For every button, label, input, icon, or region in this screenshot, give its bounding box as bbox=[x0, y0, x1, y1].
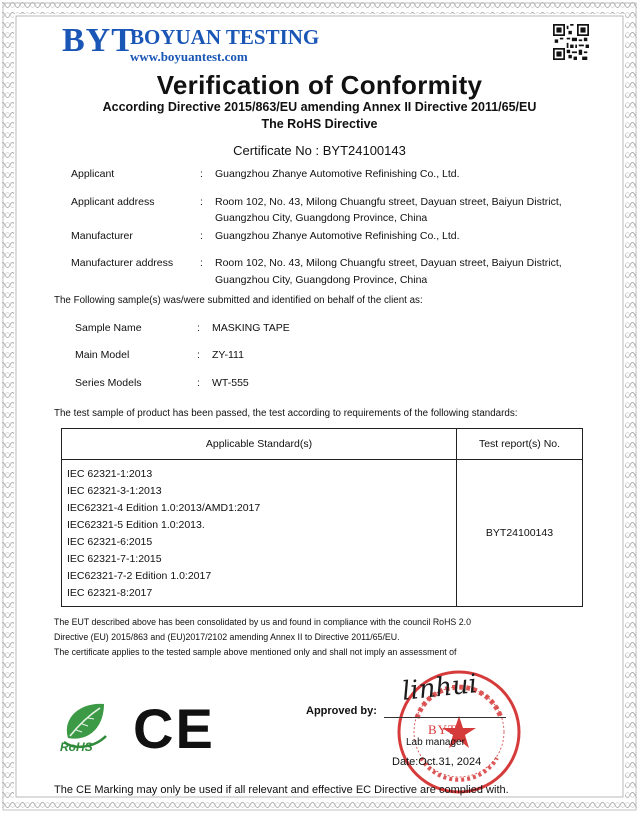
standard-item: IEC 62321-1:2013 bbox=[67, 468, 153, 480]
directive-name: The RoHS Directive bbox=[261, 117, 378, 131]
certificate-number: Certificate No : BYT24100143 bbox=[233, 143, 406, 158]
qr-code-icon bbox=[553, 24, 589, 60]
colon: : bbox=[197, 377, 200, 389]
applicant-address-label: Applicant address bbox=[71, 196, 155, 208]
applicant-value: Guangzhou Zhanye Automotive Refinishing Co., Ltd. bbox=[215, 168, 460, 180]
standard-item: IEC 62321-3-1:2013 bbox=[67, 485, 162, 497]
signature-line bbox=[384, 717, 506, 718]
samples-intro: The Following sample(s) was/were submitted and identified on behalf of the client as: bbox=[54, 295, 423, 306]
ce-marking-footer: The CE Marking may only be used if all relevant and effective EC Directive are complied with. bbox=[54, 784, 509, 796]
manufacturer-address-line1: Room 102, No. 43, Milong Chuangfu street, Dayuan street, Baiyun District, bbox=[215, 257, 562, 269]
colon: : bbox=[200, 196, 203, 208]
approval-date: Date:Oct.31, 2024 bbox=[392, 756, 482, 768]
standard-item: IEC62321-7-2 Edition 1.0:2017 bbox=[67, 570, 212, 582]
standards-table bbox=[61, 428, 583, 607]
applicant-address-line1: Room 102, No. 43, Milong Chuangfu street, Dayuan street, Baiyun District, bbox=[215, 196, 562, 208]
ce-mark: CE bbox=[133, 697, 215, 760]
standard-item: IEC62321-5 Edition 1.0:2013. bbox=[67, 519, 205, 531]
series-models-label: Series Models bbox=[75, 377, 142, 389]
approved-by-label: Approved by: bbox=[306, 705, 377, 717]
signature: linhui bbox=[400, 669, 479, 707]
brand-name: BOYUAN TESTING bbox=[130, 25, 320, 49]
series-models-value: WT-555 bbox=[212, 377, 249, 389]
table-row bbox=[62, 460, 583, 607]
main-model-value: ZY-111 bbox=[212, 349, 244, 361]
colon: : bbox=[200, 257, 203, 269]
sample-name-label: Sample Name bbox=[75, 322, 142, 334]
header-report: Test report(s) No. bbox=[457, 429, 583, 460]
statement-line-2: Directive (EU) 2015/863 and (EU)2017/2102 amending Annex II to Directive 2011/65/EU. bbox=[54, 632, 400, 642]
logo-letters: BYT bbox=[62, 22, 135, 59]
standards-intro: The test sample of product has been passed, the test according to requirements of the following standards: bbox=[54, 408, 518, 419]
standards-cell bbox=[62, 460, 457, 607]
standard-item: IEC 62321-8:2017 bbox=[67, 587, 153, 599]
brand-logo bbox=[62, 24, 135, 58]
table-header-row bbox=[62, 429, 583, 460]
directive-line: According Directive 2015/863/EU amending Annex II Directive 2011/65/EU bbox=[102, 100, 537, 114]
colon: : bbox=[197, 349, 200, 361]
signer-position: Lab manager bbox=[406, 737, 465, 748]
document-title: Verification of Conformity bbox=[156, 70, 483, 100]
manufacturer-value: Guangzhou Zhanye Automotive Refinishing Co., Ltd. bbox=[215, 230, 460, 242]
manufacturer-label: Manufacturer bbox=[71, 230, 133, 242]
statement-line-3: The certificate applies to the tested sample above mentioned only and shall not imply an assessment of bbox=[54, 647, 457, 657]
standard-item: IEC62321-4 Edition 1.0:2013/AMD1:2017 bbox=[67, 502, 261, 514]
brand-url: www.boyuantest.com bbox=[130, 49, 248, 64]
report-number-cell: BYT24100143 bbox=[457, 460, 583, 607]
applicant-label: Applicant bbox=[71, 168, 115, 180]
manufacturer-address-label: Manufacturer address bbox=[71, 257, 174, 269]
sample-name-value: MASKING TAPE bbox=[212, 322, 290, 334]
header-standard: Applicable Standard(s) bbox=[62, 429, 457, 460]
statement-line-1: The EUT described above has been consolidated by us and found in compliance with the council RoHS 2.0 bbox=[54, 617, 471, 627]
rohs-mark: RoHS bbox=[60, 740, 93, 754]
colon: : bbox=[200, 230, 203, 242]
colon: : bbox=[200, 168, 203, 180]
standard-item: IEC 62321-7-1:2015 bbox=[67, 553, 162, 565]
applicant-address-line2: Guangzhou City, Guangdong Province, China bbox=[215, 212, 428, 224]
standard-item: IEC 62321-6:2015 bbox=[67, 536, 153, 548]
stamp-label: BYT bbox=[428, 722, 457, 737]
colon: : bbox=[197, 322, 200, 334]
manufacturer-address-line2: Guangzhou City, Guangdong Province, China bbox=[215, 274, 428, 286]
main-model-label: Main Model bbox=[75, 349, 130, 361]
